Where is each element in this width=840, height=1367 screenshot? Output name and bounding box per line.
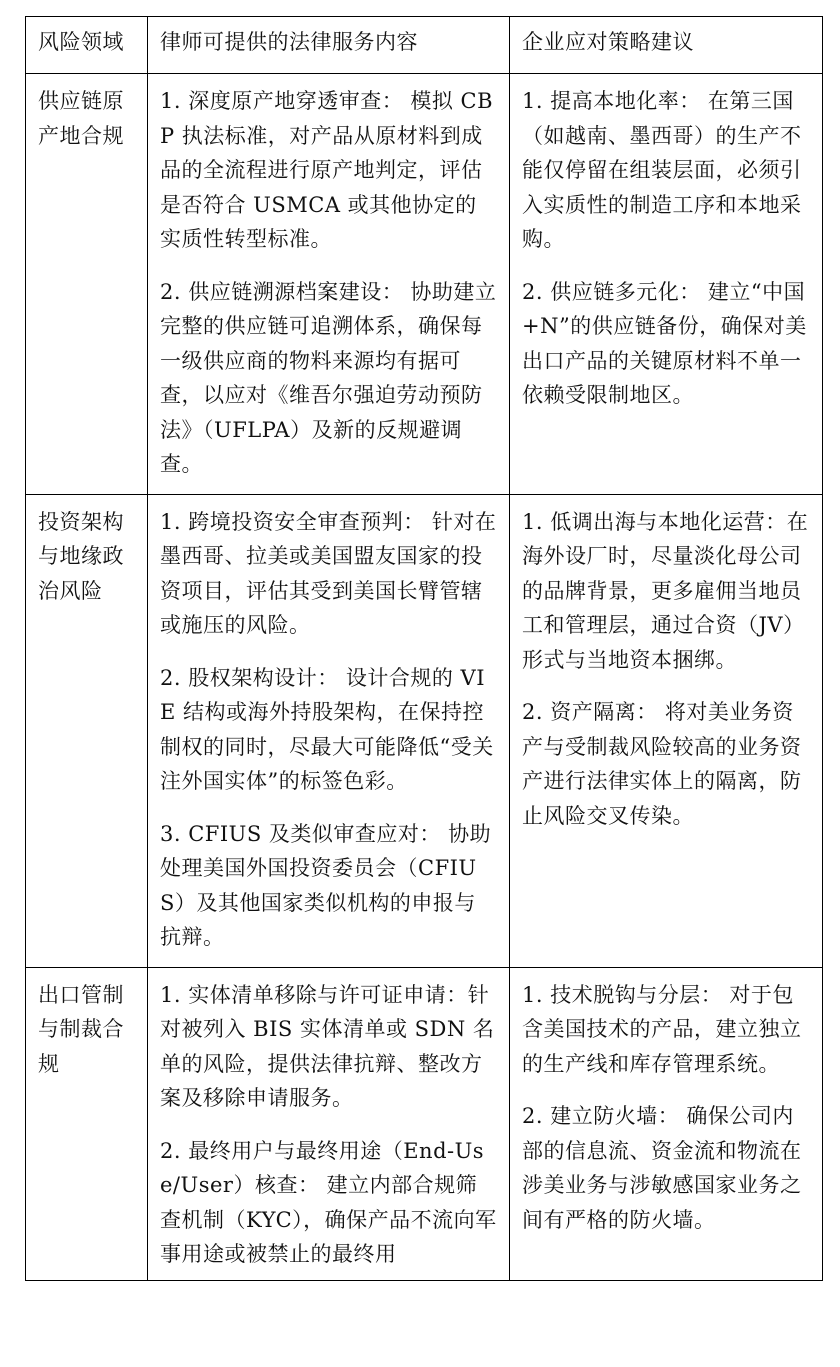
service-item: 1. 跨境投资安全审查预判： 针对在墨西哥、拉美或美国盟友国家的投资项目，评估其受到美国长臂管辖或施压的风险。 [160,509,497,637]
services-cell [148,494,510,967]
services-cell [148,74,510,495]
table-row-investment [26,494,823,967]
service-item: 2. 最终用户与最终用途（End-Use/User）核查： 建立内部合规筛查机制（KYC），确保产品不流向军事用途或被禁止的最终用 [160,1138,497,1266]
strategy-item: 2. 建立防火墙： 确保公司内部的信息流、资金流和物流在涉美业务与涉敏感国家业务之间有严格的防火墙。 [522,1104,802,1232]
strategy-item: 1. 低调出海与本地化运营：在海外设厂时，尽量淡化母公司的品牌背景，更多雇佣当地员工和管理层，通过合资（JV）形式与当地资本捆绑。 [522,509,809,672]
service-item: 2. 股权架构设计： 设计合规的 VIE 结构或海外持股架构，在保持控制权的同时，尽最大可能降低“受关注外国实体”的标签色彩。 [160,665,494,793]
service-item: 3. CFIUS 及类似审查应对： 协助处理美国外国投资委员会（CFIUS）及其他国家类似机构的申报与抗辩。 [160,821,492,949]
table-header-row [26,17,823,74]
strategy-cell [510,967,823,1280]
service-item: 1. 实体清单移除与许可证申请：针对被列入 BIS 实体清单或 SDN 名单的风险，提供法律抗辩、整改方案及移除申请服务。 [160,982,495,1110]
header-strategy: 企业应对策略建议 [510,17,823,74]
header-risk-area: 风险领域 [26,17,148,74]
table-row-export-control [26,967,823,1280]
services-cell [148,967,510,1280]
strategy-item: 1. 提高本地化率： 在第三国（如越南、墨西哥）的生产不能仅停留在组装层面，必须引入实质性的制造工序和本地采购。 [522,89,802,251]
header-legal-services: 律师可提供的法律服务内容 [148,17,510,74]
strategy-item: 2. 资产隔离： 将对美业务资产与受制裁风险较高的业务资产进行法律实体上的隔离，防止风险交叉传染。 [522,700,802,828]
legal-services-table [25,16,823,1281]
service-item: 2. 供应链溯源档案建设： 协助建立完整的供应链可追溯体系，确保每一级供应商的物料来源均有据可查，以应对《维吾尔强迫劳动预防法》（UFLPA）及新的反规避调查。 [160,279,497,476]
strategy-item: 1. 技术脱钩与分层： 对于包含美国技术的产品，建立独立的生产线和库存管理系统。 [522,982,802,1076]
risk-area-cell: 供应链原产地合规 [26,74,148,495]
strategy-cell [510,74,823,495]
strategy-item: 2. 供应链多元化： 建立“中国+N”的供应链备份，确保对美出口产品的关键原材料不单一依赖受限制地区。 [522,279,807,407]
service-item: 1. 深度原产地穿透审查： 模拟 CBP 执法标准，对产品从原材料到成品的全流程进行原产地判定，评估是否符合 USMCA 或其他协定的实质性转型标准。 [160,89,494,251]
table-row-supply-chain [26,74,823,495]
risk-area-cell: 出口管制与制裁合规 [26,967,148,1280]
risk-area-cell: 投资架构与地缘政治风险 [26,494,148,967]
strategy-cell [510,494,823,967]
